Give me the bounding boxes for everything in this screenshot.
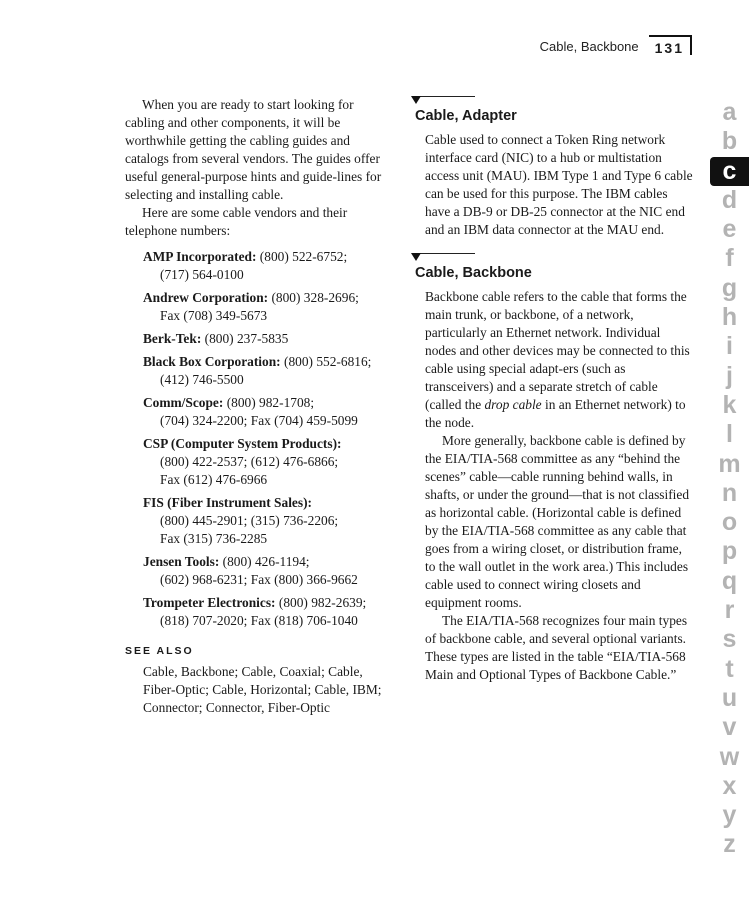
alphabet-tab-l[interactable]: l [726,420,733,449]
alphabet-tab-x[interactable]: x [722,771,737,800]
running-header [540,31,692,59]
vendor-phone: (800) 328-2696; [268,290,359,305]
vendor-name: Berk-Tek: [143,331,202,346]
entry-title: Cable, Adapter [415,108,517,124]
alphabet-tab-r[interactable]: r [724,596,735,625]
intro-paragraph: Here are some cable vendors and their telephone numbers: [125,205,348,238]
vendor-phone: (602) 968-6231; Fax (800) 366-9662 [160,572,358,587]
alphabet-tab-w[interactable]: w [719,742,740,771]
vendor-name: FIS (Fiber Instrument Sales): [143,495,312,510]
left-column [125,96,395,717]
alphabet-tab-k[interactable]: k [722,390,737,419]
section-rule [413,253,475,260]
alphabet-tab-t[interactable]: t [725,654,734,683]
vendor-entry [125,594,395,630]
triangle-marker-icon [411,253,421,261]
vendor-name: CSP (Computer System Products): [143,436,342,451]
vendor-phone: (800) 237-5835 [201,331,289,346]
entry-body [413,288,693,684]
vendor-phone: Fax (315) 736-2285 [160,531,268,546]
vendor-entry [125,435,395,489]
vendor-phone: (412) 746-5500 [160,372,244,387]
see-also-list: Cable, Backbone; Cable, Coaxial; Cable, Fiber-Optic; Cable, Horizontal; Cable, IBM; Connector; Connector, Fiber-Optic [143,664,382,715]
vendor-entry [125,330,395,348]
body-text: in an Ethernet network) to the node. [425,397,686,430]
alphabet-tab-h[interactable]: h [721,303,738,332]
vendor-name: Jensen Tools: [143,554,220,569]
alphabet-tab-n[interactable]: n [721,478,738,507]
alphabet-tab-e[interactable]: e [722,215,737,244]
vendor-entry [125,553,395,589]
vendor-name: Andrew Corporation: [143,290,269,305]
alphabet-tab-d[interactable]: d [721,185,738,214]
vendor-name: Trompeter Electronics: [143,595,276,610]
alphabet-tab-o[interactable]: o [721,508,738,537]
alphabet-tab-v[interactable]: v [722,713,737,742]
vendor-name: AMP Incorporated: [143,249,257,264]
right-column [413,96,693,698]
alphabet-tab-a[interactable]: a [722,98,737,126]
emphasized-term: drop cable [484,397,542,412]
entry-body: Cable used to connect a Token Ring network interface card (NIC) to a hub or multistation access unit (MAU). IBM Type 1 and Type 6 cable can be used for this purpose. The IBM cables have a DB-9 or DB-25 connector at the NIC end and an IBM data connector at the MAU end. [425,132,693,237]
alphabet-tab-b[interactable]: b [721,127,738,156]
running-header-title: Cable, Backbone [539,39,639,54]
vendor-entry [125,394,395,430]
vendor-phone: (800) 552-6816; [280,354,372,369]
alphabet-tab-z[interactable]: z [723,830,736,859]
alphabet-tab-s[interactable]: s [722,625,737,654]
vendor-phone: (717) 564-0100 [160,267,244,282]
vendor-phone: (800) 982-1708; [223,395,315,410]
alphabet-tab-i[interactable]: i [726,332,733,361]
vendor-phone: Fax (612) 476-6966 [160,472,268,487]
vendor-name: Black Box Corporation: [143,354,281,369]
body-paragraph [425,288,693,432]
entry-cable-backbone [413,253,693,684]
entry-cable-adapter [413,96,693,239]
body-paragraph: The EIA/TIA-568 recognizes four main types of backbone cable, and several optional variants. These types are listed in the table “EIA/TIA-568 Main and Optional Types of Backbone Cable.” [425,613,688,682]
alphabet-tab-y[interactable]: y [722,801,737,830]
alphabet-tab-u[interactable]: u [721,683,738,712]
alphabet-thumb-index [710,98,749,860]
vendor-entry [125,353,395,389]
alphabet-tab-g[interactable]: g [721,273,738,302]
vendor-phone: (800) 522-6752; [256,249,348,264]
alphabet-tab-q[interactable]: q [721,566,738,595]
vendor-phone: (818) 707-2020; Fax (818) 706-1040 [160,613,358,628]
vendor-list [125,248,395,630]
vendor-phone: (800) 426-1194; [219,554,310,569]
vendor-name: Comm/Scope: [143,395,224,410]
vendor-phone: (800) 422-2537; (612) 476-6866; [160,454,339,469]
page-number: 131 [649,35,692,55]
alphabet-tab-f[interactable]: f [725,244,734,273]
alphabet-tab-m[interactable]: m [718,449,741,478]
vendor-entry [125,289,395,325]
triangle-marker-icon [411,96,421,104]
body-text: Backbone cable refers to the cable that forms the main trunk, or backbone, of a network, particularly an Ethernet network. Individual nodes and other devices may be connected to this cable using special adapt-ers (such as transceivers) and a separate stretch of cable (called the [425,289,690,412]
alphabet-tab-c[interactable]: c [710,157,749,186]
entry-title: Cable, Backbone [415,265,532,281]
see-also-heading: SEE ALSO [125,645,194,657]
vendor-phone: (800) 982-2639; [275,595,367,610]
intro-paragraph: When you are ready to start looking for cabling and other components, it will be worthwhile getting the cabling guides and catalogs from several vendors. The guides offer useful general-purpose hints and guide-lines for selecting and installing cable. [125,97,382,202]
vendor-phone: (800) 445-2901; (315) 736-2206; [160,513,339,528]
alphabet-tab-p[interactable]: p [721,537,738,566]
vendor-phone: (704) 324-2200; Fax (704) 459-5099 [160,413,358,428]
vendor-phone: Fax (708) 349-5673 [160,308,268,323]
body-paragraph: More generally, backbone cable is defined by the EIA/TIA-568 committee as any “behind the scenes” cable—cable running behind walls, in shafts, or under the ground—that is not classified as horizontal cable. (Horizontal cable is defined by the EIA/TIA-568 committee as any cable that goes from a wiring closet, or distribution frame, to the wall outlet in the work area.) This includes cable used to connect wiring closets and equipment rooms. [425,433,690,610]
vendor-entry [125,248,395,284]
section-rule [413,96,475,103]
vendor-entry [125,494,395,548]
alphabet-tab-j[interactable]: j [726,361,733,390]
